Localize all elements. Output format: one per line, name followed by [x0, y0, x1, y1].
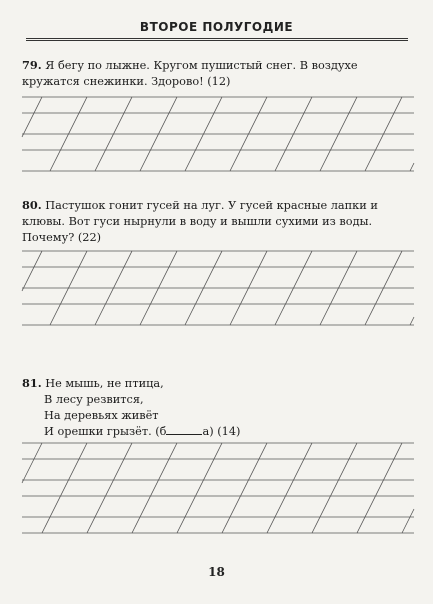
exercise-number: 79. — [22, 58, 42, 72]
slant-guide-line — [22, 251, 42, 291]
slant-guide-line — [222, 443, 267, 533]
exercise-number: 80. — [22, 198, 42, 212]
slant-guide-line — [410, 163, 414, 171]
slant-guide-line — [22, 443, 42, 483]
slant-guide-line — [42, 443, 87, 533]
slant-guide-line — [22, 97, 42, 137]
poem-line: И орешки грызёт. (б а) (14) — [44, 425, 241, 438]
slant-guide-line — [87, 443, 132, 533]
slant-guide-line — [177, 443, 222, 533]
page-number: 18 — [208, 565, 225, 579]
slant-guide-line — [402, 509, 414, 533]
exercise-text: Пастушок гонит гусей на луг. У гусей красные лапки и клювы. Вот гуси нырнули в воду и вышли сухими из воды. Почему? (22) — [22, 199, 378, 244]
poem-line: 81. Не мышь, не птица, — [22, 376, 164, 390]
poem-line: На деревьях живёт — [44, 409, 159, 422]
slant-guide-line — [132, 443, 177, 533]
slant-guide-line — [357, 443, 402, 533]
poem-line: В лесу резвится, — [44, 393, 144, 406]
section-title: ВТОРОЕ ПОЛУГОДИЕ — [139, 20, 294, 34]
exercise-number: 81. — [22, 376, 42, 390]
slant-guide-line — [410, 317, 414, 325]
exercise-text: Я бегу по лыжне. Кругом пушистый снег. В воздухе кружатся снежинки. Здорово! (12) — [22, 59, 358, 88]
slant-guide-line — [312, 443, 357, 533]
slant-guide-line — [267, 443, 312, 533]
